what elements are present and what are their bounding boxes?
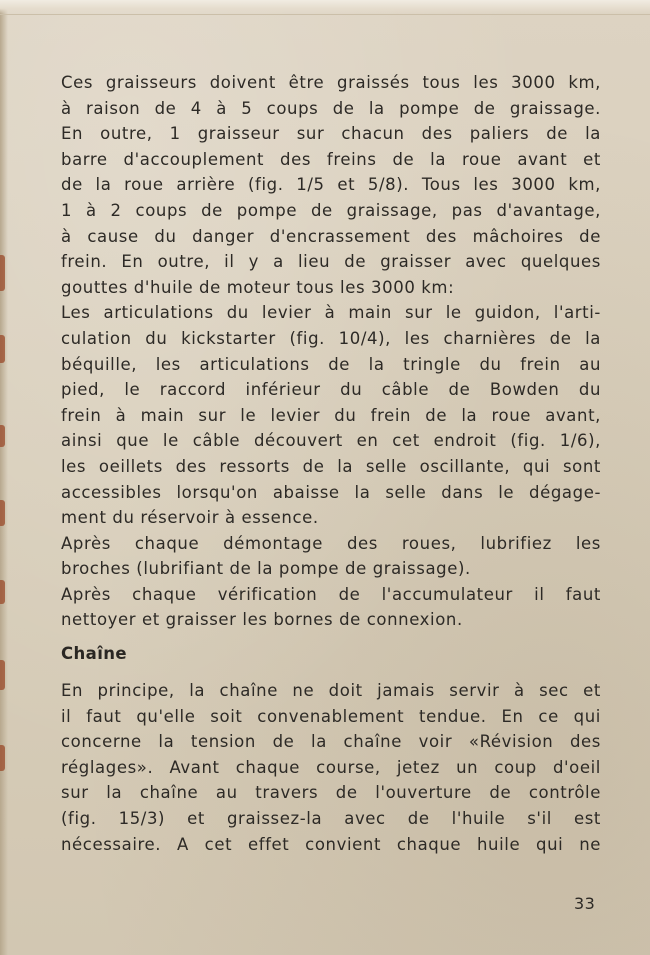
text-line: frein. En outre, il y a lieu de graisser avec quelques: [61, 252, 601, 272]
text-line: barre d'accouplement des freins de la roue avant et: [61, 149, 601, 169]
edge-stain: [0, 660, 5, 690]
chaine-paragraph: [61, 678, 601, 857]
text-line: En principe, la chaîne ne doit jamais servir à sec et: [61, 681, 601, 700]
page-top-edge: [0, 0, 650, 15]
text-line: il faut qu'elle soit convenablement tendue. En ce qui: [61, 706, 601, 726]
text-line: à cause du danger d'encrassement des mâchoires de: [61, 226, 601, 246]
text-line: En outre, 1 graisseur sur chacun des paliers de la: [61, 124, 601, 144]
edge-stain: [0, 335, 5, 363]
text-line: Après chaque vérification de l'accumulateur il faut: [61, 584, 601, 604]
body-paragraphs: [61, 70, 601, 633]
text-line: nécessaire. A cet effet convient chaque huile qui ne: [61, 834, 601, 854]
text-line: les oeillets des ressorts de la selle oscillante, qui sont: [61, 456, 601, 476]
text-line: accessibles lorsqu'on abaisse la selle dans le dégage-: [61, 482, 601, 502]
edge-stain: [0, 255, 5, 291]
text-line: ment du réservoir à essence.: [61, 508, 319, 528]
text-line: de la roue arrière (fig. 1/5 et 5/8). Tous les 3000 km,: [61, 175, 601, 195]
text-line: nettoyer et graisser les bornes de connexion.: [61, 610, 463, 630]
text-line: (fig. 15/3) et graissez-la avec de l'huile s'il est: [61, 808, 601, 828]
edge-stain: [0, 500, 5, 526]
text-line: ainsi que le câble découvert en cet endroit (fig. 1/6),: [61, 431, 601, 451]
text-line: culation du kickstarter (fig. 10/4), les charnières de la: [61, 328, 601, 348]
text-line: broches (lubrifiant de la pompe de graissage).: [61, 559, 471, 579]
text-line: béquille, les articulations de la tringle du frein au: [61, 354, 601, 374]
text-line: à raison de 4 à 5 coups de la pompe de graissage.: [61, 98, 601, 118]
edge-stain: [0, 425, 5, 447]
edge-stain: [0, 745, 5, 771]
text-line: Ces graisseurs doivent être graissés tous les 3000 km,: [61, 73, 601, 92]
text-line: réglages». Avant chaque course, jetez un coup d'oeil: [61, 757, 601, 777]
text-line: concerne la tension de la chaîne voir «Révision des: [61, 732, 601, 752]
text-line: Après chaque démontage des roues, lubrifiez les: [61, 533, 601, 553]
page-number: 33: [574, 894, 596, 913]
section-heading-chaine: Chaîne: [61, 644, 127, 663]
text-line: Les articulations du levier à main sur le guidon, l'arti-: [61, 303, 601, 323]
text-line: frein à main sur le levier du frein de la roue avant,: [61, 405, 601, 425]
edge-stain: [0, 580, 5, 604]
text-line: gouttes d'huile de moteur tous les 3000 km:: [61, 277, 455, 297]
text-line: 1 à 2 coups de pompe de graissage, pas d'avantage,: [61, 200, 601, 220]
text-line: sur la chaîne au travers de l'ouverture de contrôle: [61, 783, 601, 803]
text-line: pied, le raccord inférieur du câble de Bowden du: [61, 380, 601, 400]
